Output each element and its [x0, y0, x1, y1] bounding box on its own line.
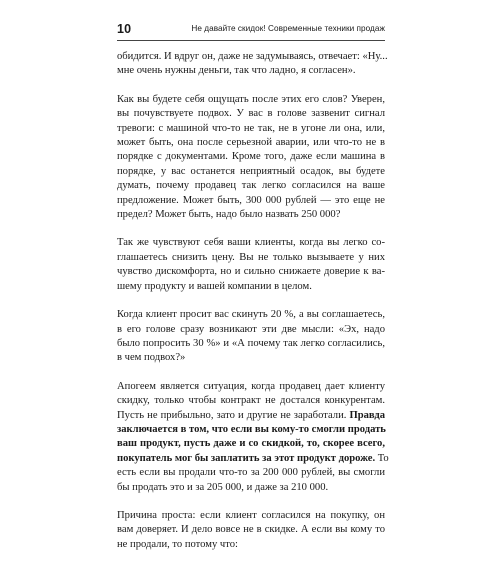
line-text: мне очень нужны деньги, так что ладно, я согласен».	[117, 65, 356, 77]
line-text: бы продать это и за 205 000, и даже за 210 000.	[117, 481, 329, 493]
text-line	[117, 423, 385, 437]
text-line	[117, 538, 385, 552]
text-line	[117, 122, 385, 136]
text-line	[117, 64, 385, 78]
line-text: в его голове сразу возникают эти две мысли: «Эх, надо	[117, 323, 385, 335]
text-line	[117, 351, 385, 365]
text-line	[117, 308, 385, 322]
paragraph	[117, 308, 385, 366]
text-line	[117, 194, 385, 208]
text-line	[117, 437, 385, 451]
paragraph	[117, 380, 389, 495]
text-line	[117, 107, 385, 121]
page-header	[117, 21, 385, 39]
line-text: Причина проста: если клиент согласился на покупку, он	[117, 509, 385, 521]
header-rule	[117, 40, 385, 41]
body-text	[117, 50, 389, 566]
bold-tail-text: Правда	[349, 409, 385, 421]
line-text: скидку, только чтобы контракт не достался конкурентам.	[117, 395, 385, 407]
line-text: было попросить 30 %» и «А почему так легко согласились,	[117, 337, 385, 349]
text-line	[117, 136, 385, 150]
text-line	[117, 466, 385, 480]
paragraph	[117, 93, 385, 223]
line-text: предложение. Может быть, 300 000 рублей — это еще не	[117, 194, 385, 206]
line-text: вы почувствуете подвох. У вас в голове зазвенит сигнал	[117, 108, 385, 120]
line-text: предел? Может быть, надо было назвать 250 000?	[117, 209, 341, 221]
paragraph	[117, 236, 385, 294]
line-text: обидится. И вдруг он, даже не задумываясь, отвечает: «Ну...	[117, 51, 388, 62]
text-line	[117, 523, 385, 537]
line-text: вам доверяет. И дело вовсе не в скидке. А если вы кому то	[117, 524, 385, 536]
line-text: Апогеем является ситуация, когда продавец дает клиенту	[117, 380, 385, 392]
line-text: может быть, она после серьезной аварии, или что-то не в	[117, 137, 385, 149]
text-line	[117, 93, 385, 107]
text-line	[117, 179, 385, 193]
text-line	[117, 265, 385, 279]
text-line	[117, 509, 385, 523]
text-line	[117, 452, 389, 466]
bold-line-text: заключается в том, что если вы кому-то смогли продать	[117, 423, 386, 435]
line-text: Как вы будете себя ощущать после этих его слов? Уверен,	[117, 93, 385, 105]
text-line	[117, 280, 385, 294]
line-text: думать, почему продавец так легко согласился на ваше	[117, 180, 385, 192]
line-text: не продали, то потому что:	[117, 538, 238, 550]
text-line	[117, 165, 385, 179]
line-text: порядке с документами. Кроме того, даже если машина в	[117, 151, 385, 163]
text-line	[117, 337, 385, 351]
line-text: Так же чувствуют себя ваши клиенты, когда вы легко со-	[117, 237, 385, 249]
text-line	[117, 481, 385, 495]
running-title: Не давайте скидок! Современные техники продаж	[191, 24, 385, 33]
paragraph	[117, 50, 388, 79]
paragraph	[117, 509, 385, 552]
text-line	[117, 208, 385, 222]
bold-line-text: ваш продукт, пусть даже и со скидкой, то, скорее всего,	[117, 438, 385, 450]
text-line	[117, 50, 388, 64]
line-text: глашаетесь снизить цену. Вы не только вызываете у них	[117, 251, 385, 263]
line-text: есть если вы продали что-то за 200 000 рублей, вы смогли	[117, 467, 385, 479]
tail-text: То	[375, 452, 389, 464]
text-line	[117, 323, 385, 337]
line-text: в чем подвох?»	[117, 352, 186, 364]
book-page	[117, 0, 389, 550]
line-text: шему продукту и вашей компании в целом.	[117, 280, 312, 292]
line-text: Пусть не прибыльно, зато и другие не заработали.	[117, 409, 350, 421]
text-line	[117, 150, 385, 164]
line-text: Когда клиент просит вас скинуть 20 %, а вы соглашаетесь,	[117, 309, 385, 321]
text-line	[117, 236, 385, 250]
text-line	[117, 409, 385, 423]
text-line	[117, 251, 385, 265]
line-text: чувство дискомфорта, но и сильно снижаете доверие к ва-	[117, 266, 385, 278]
text-line	[117, 394, 385, 408]
line-text: порядке, у вас останется неприятный осадок, вы будете	[117, 165, 385, 177]
text-line	[117, 380, 385, 394]
bold-line-text: покупатель мог бы заплатить за этот продукт дороже.	[117, 452, 376, 464]
line-text: тревоги: с машиной что-то не так, не в угоне ли она, или,	[117, 122, 385, 134]
page-number: 10	[117, 22, 132, 36]
